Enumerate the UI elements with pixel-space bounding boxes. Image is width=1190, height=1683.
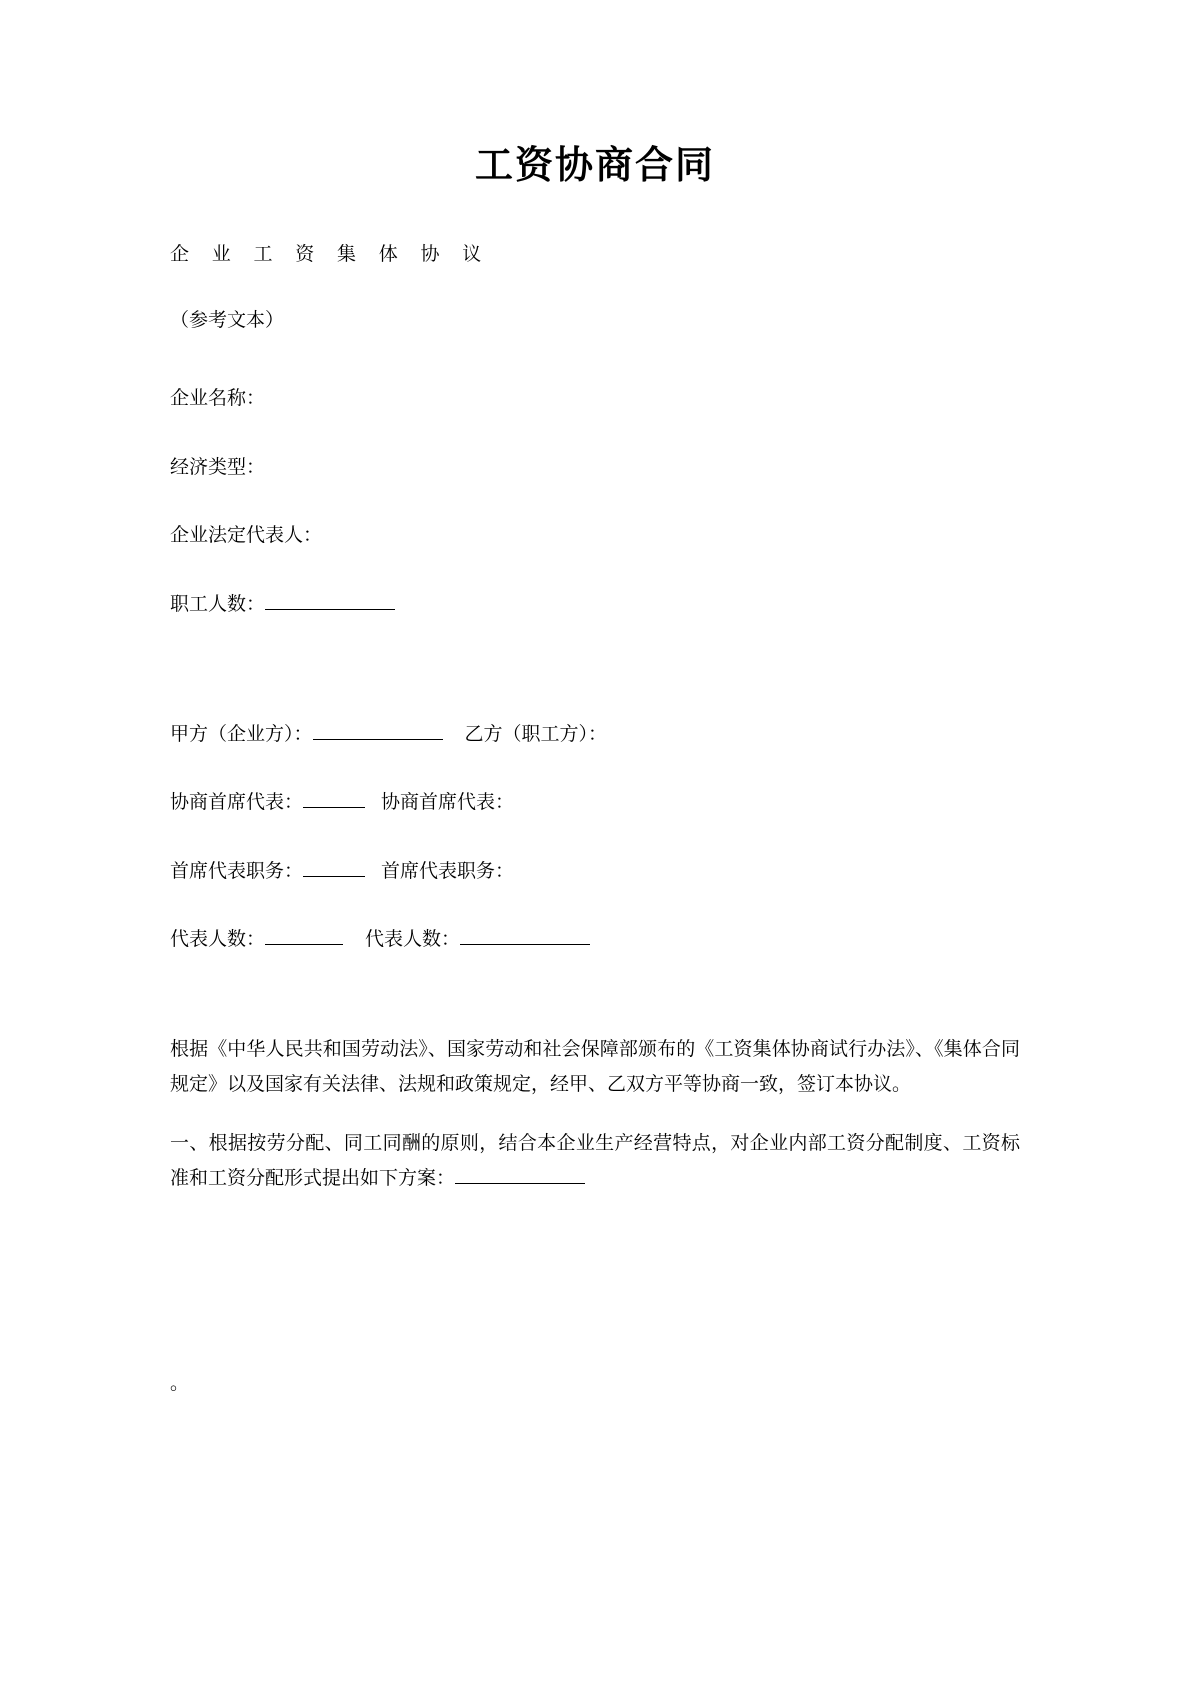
reference-note: （参考文本）	[170, 309, 285, 331]
field-enterprise-name	[170, 384, 1020, 414]
party-line-chief-position	[170, 857, 1020, 887]
party-a-count-blank[interactable]	[265, 929, 343, 945]
party-b-count-blank[interactable]	[460, 929, 590, 945]
party-a-label: 甲方（企业方）：	[170, 723, 313, 745]
field-label: 经济类型：	[170, 456, 266, 478]
paragraph-preamble: 根据《中华人民共和国劳动法》、国家劳动和社会保障部颁布的《工资集体协商试行办法》、《集体合同规定》以及国家有关法律、法规和政策规定，经甲、乙双方平等协商一致，签订本协议。	[170, 1038, 1020, 1095]
party-b-count-label: 代表人数：	[365, 929, 461, 951]
party-b-chief-label: 协商首席代表：	[381, 792, 515, 814]
field-label: 职工人数：	[170, 593, 266, 615]
party-a-chief-label: 协商首席代表：	[170, 792, 304, 814]
body-section	[170, 1032, 1020, 1197]
party-a-position-label: 首席代表职务：	[170, 860, 304, 882]
party-a-chief-blank[interactable]	[303, 792, 365, 808]
page-title: 工资协商合同	[474, 142, 715, 187]
document-subtitle: 企 业 工 资 集 体 协 议	[170, 243, 491, 265]
trailing-mark: 。	[170, 1373, 190, 1394]
article-one-text: 一、根据按劳分配、同工同酬的原则，结合本企业生产经营特点，对企业内部工资分配制度、工资标准和工资分配形式提出如下方案：	[170, 1132, 1020, 1189]
field-economic-type	[170, 453, 1020, 483]
party-a-count-label: 代表人数：	[170, 929, 266, 951]
field-label: 企业名称：	[170, 388, 266, 410]
field-label: 企业法定代表人：	[170, 525, 323, 547]
party-line-chief-representative	[170, 788, 1020, 818]
parties-section	[170, 720, 1020, 956]
party-line-representative-count	[170, 925, 1020, 955]
party-b-label: 乙方（职工方）：	[464, 723, 608, 745]
party-b-position-label: 首席代表职务：	[381, 860, 515, 882]
article-one-blank[interactable]	[455, 1168, 585, 1184]
field-blank-employee-count[interactable]	[265, 594, 395, 610]
party-a-blank[interactable]	[313, 724, 443, 740]
paragraph-article-one	[170, 1126, 1020, 1196]
party-line-names	[170, 720, 1020, 750]
field-employee-count	[170, 590, 1020, 620]
enterprise-fields	[170, 384, 1020, 620]
field-legal-representative	[170, 521, 1020, 551]
party-a-position-blank[interactable]	[303, 861, 365, 877]
